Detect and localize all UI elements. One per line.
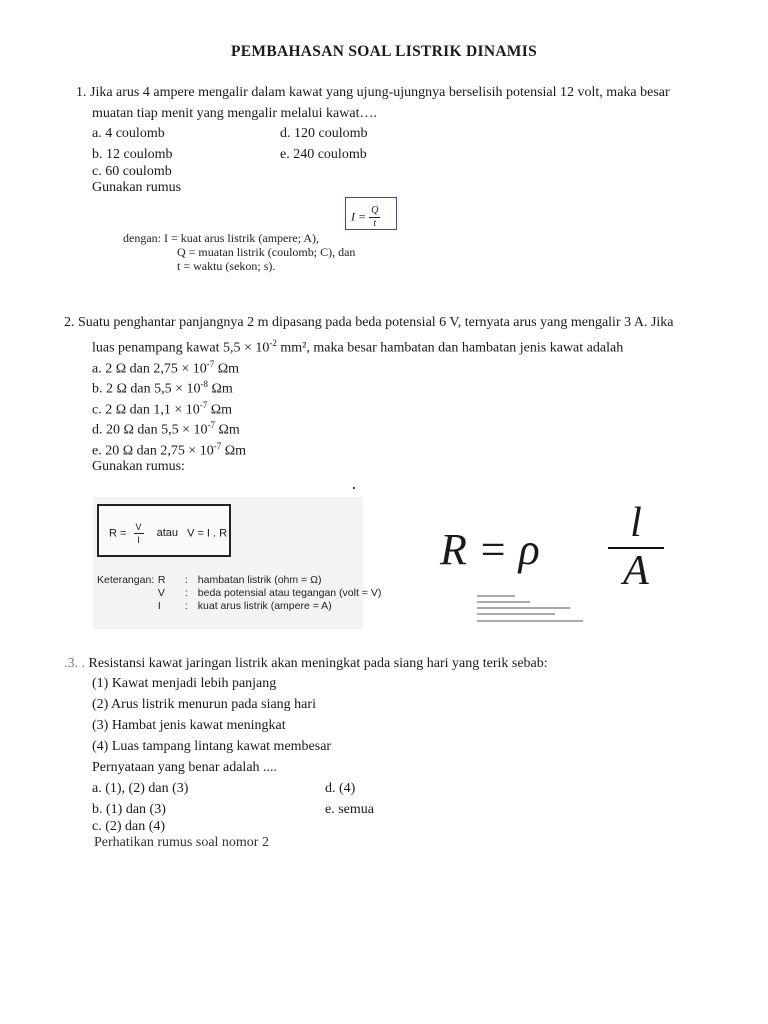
q2-option-c-exp: -7	[199, 400, 208, 410]
keterangan-v-desc: beda potensial atau tegangan (volt = V)	[197, 587, 382, 599]
stray-dot	[353, 487, 355, 489]
q2-line2-text: luas penampang kawat 5,5 × 10	[92, 340, 270, 356]
q3-statement-4: (4) Luas tampang lintang kawat membesar	[92, 739, 332, 754]
keterangan-v-sym: V	[157, 587, 165, 599]
q1-option-b: b. 12 coulomb	[92, 147, 173, 162]
q1-line1: 1. Jika arus 4 ampere mengalir dalam kawat yang ujung-ujungnya berselisih potensial 12 volt, maka besar	[76, 85, 670, 100]
q2-line2-text-end: mm², maka besar hambatan dan hambatan jenis kawat adalah	[276, 340, 624, 356]
resistivity-legend-scribble	[475, 593, 587, 627]
q2-option-b-exp: -8	[200, 379, 209, 389]
q1-line2: muatan tiap menit yang mengalir melalui kawat….	[92, 106, 377, 121]
q3-statement-2: (2) Arus listrik menurun pada siang hari	[92, 697, 316, 712]
q3-prefix: .3. .	[64, 656, 85, 671]
q2-option-c-unit: Ωm	[207, 402, 233, 418]
q2-option-c-text: c. 2 Ω dan 1,1 × 10	[92, 402, 200, 418]
q2-hint: Gunakan rumus:	[92, 459, 185, 474]
ohm-den: I	[137, 535, 140, 545]
q3-stem: Resistansi kawat jaringan listrik akan meningkat pada siang hari yang terik sebab:	[88, 656, 548, 671]
q2-option-a-unit: Ωm	[214, 361, 240, 377]
q3-option-c: c. (2) dan (4)	[92, 819, 166, 834]
q3-line1	[64, 655, 548, 673]
ohm-or: atau	[156, 527, 178, 540]
q2-option-d-unit: Ωm	[215, 422, 240, 438]
resistivity-formula	[440, 500, 670, 595]
page-title: PEMBAHASAN SOAL LISTRIK DINAMIS	[230, 43, 537, 60]
q1-option-a: a. 4 coulomb	[92, 126, 165, 141]
q2-line1: 2. Suatu penghantar panjangnya 2 m dipasang pada beda potensial 6 V, ternyata arus yang mengalir 3 A. Jika	[64, 315, 674, 330]
ohm-law-panel	[93, 497, 382, 629]
resistivity-den: A	[623, 548, 649, 594]
q1-option-c: c. 60 coulomb	[92, 164, 172, 179]
q1-legend-line3: t = waktu (sekon; s).	[177, 259, 276, 273]
ohm-law-box	[97, 504, 231, 557]
q2-option-b-unit: Ωm	[208, 381, 233, 397]
keterangan-block: Keterangan: R : hambatan listrik (ohm = Ω) V : beda potensial atau tegangan (volt = V) I : kuat arus listrik (ampere = A)	[97, 574, 382, 612]
q3-option-a: a. (1), (2) dan (3)	[92, 781, 189, 796]
q1-option-e: e. 240 coulomb	[280, 147, 367, 162]
keterangan-r-sym: R	[157, 574, 166, 586]
q2-line2-exp: -2	[269, 338, 277, 348]
q2-option-b-text: b. 2 Ω dan 5,5 × 10	[92, 381, 201, 397]
q2-option-e-unit: Ωm	[221, 443, 247, 459]
keterangan-r-desc: hambatan listrik (ohm = Ω)	[197, 574, 322, 586]
q1-hint: Gunakan rumus	[92, 180, 182, 195]
current-formula-lhs: I =	[351, 209, 367, 224]
q2-option-a-exp: -7	[206, 359, 215, 369]
resistivity-num: l	[630, 500, 642, 546]
q2-option-a-text: a. 2 Ω dan 2,75 × 10	[92, 361, 207, 377]
q2-option-e-text: e. 20 Ω dan 2,75 × 10	[92, 443, 214, 459]
q1-legend-line1: dengan: I = kuat arus listrik (ampere; A),	[123, 231, 320, 245]
q3-note: Perhatikan rumus soal nomor 2	[94, 835, 269, 850]
current-formula-num: Q	[371, 205, 379, 216]
q3-option-d: d. (4)	[325, 781, 356, 796]
q1-legend-line2: Q = muatan listrik (coulomb; C), dan	[177, 245, 356, 259]
resistivity-lhs: R = ρ	[440, 525, 540, 574]
ohm-num: V	[135, 522, 142, 532]
q3-statement-1: (1) Kawat menjadi lebih panjang	[92, 676, 277, 691]
current-formula-box	[345, 197, 397, 230]
q3-option-b: b. (1) dan (3)	[92, 802, 166, 817]
q2-option-e-exp: -7	[213, 441, 222, 451]
keterangan-label: Keterangan:	[97, 574, 155, 586]
current-formula-den: t	[373, 218, 377, 229]
q3-statement-3: (3) Hambat jenis kawat meningkat	[92, 718, 286, 733]
q2-option-d-text: d. 20 Ω dan 5,5 × 10	[92, 422, 208, 438]
ohm-r-label: R =	[109, 527, 127, 540]
q1-legend	[123, 231, 355, 273]
ohm-v: V = I . R	[187, 527, 228, 540]
q2-option-d-exp: -7	[207, 420, 216, 430]
keterangan-i-sym: I	[157, 600, 161, 612]
q1-option-d: d. 120 coulomb	[280, 126, 368, 141]
q3-question: Pernyataan yang benar adalah ....	[92, 760, 278, 775]
q3-option-e: e. semua	[325, 802, 374, 817]
keterangan-i-desc: kuat arus listrik (ampere = A)	[197, 600, 332, 612]
